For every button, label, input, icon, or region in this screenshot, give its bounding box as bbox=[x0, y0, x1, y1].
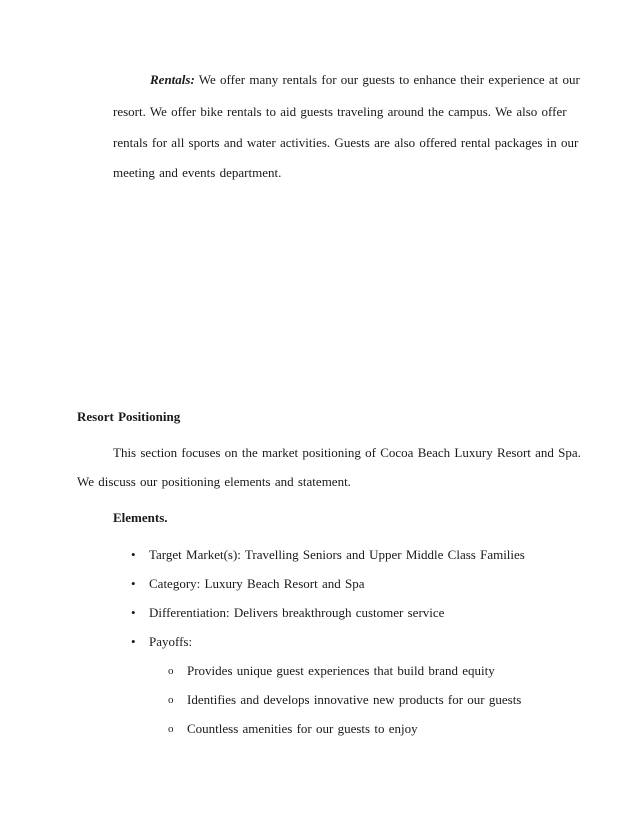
bullet-marker: • bbox=[131, 634, 136, 649]
bullet-payoffs: Payoffs: bbox=[149, 634, 193, 649]
bullet-marker: • bbox=[131, 547, 136, 562]
positioning-para-line-2: We discuss our positioning elements and statement. bbox=[77, 474, 351, 489]
payoff-item-1: Provides unique guest experiences that build brand equity bbox=[187, 663, 495, 678]
elements-heading: Elements. bbox=[113, 510, 168, 525]
sub-bullet-marker: o bbox=[168, 665, 174, 677]
rentals-line-3: rentals for all sports and water activities. Guests are also offered rental packages in our bbox=[113, 135, 579, 150]
rentals-line-1 bbox=[150, 72, 580, 88]
positioning-para-line-1: This section focuses on the market positioning of Cocoa Beach Luxury Resort and Spa. bbox=[113, 445, 581, 460]
sub-bullet-marker: o bbox=[168, 723, 174, 735]
rentals-label: Rentals: bbox=[150, 72, 195, 87]
bullet-marker: • bbox=[131, 576, 136, 591]
rentals-line-2: resort. We offer bike rentals to aid guests traveling around the campus. We also offer bbox=[113, 104, 567, 119]
rentals-text-1: We offer many rentals for our guests to enhance their experience at our bbox=[194, 72, 580, 87]
bullet-category: Category: Luxury Beach Resort and Spa bbox=[149, 576, 365, 591]
bullet-differentiation: Differentiation: Delivers breakthrough customer service bbox=[149, 605, 445, 620]
payoff-item-2: Identifies and develops innovative new products for our guests bbox=[187, 692, 522, 707]
sub-bullet-marker: o bbox=[168, 694, 174, 706]
section-heading: Resort Positioning bbox=[77, 409, 181, 424]
rentals-line-4: meeting and events department. bbox=[113, 165, 282, 180]
bullet-marker: • bbox=[131, 605, 136, 620]
bullet-target-market: Target Market(s): Travelling Seniors and Upper Middle Class Families bbox=[149, 547, 525, 562]
payoff-item-3: Countless amenities for our guests to enjoy bbox=[187, 721, 418, 736]
